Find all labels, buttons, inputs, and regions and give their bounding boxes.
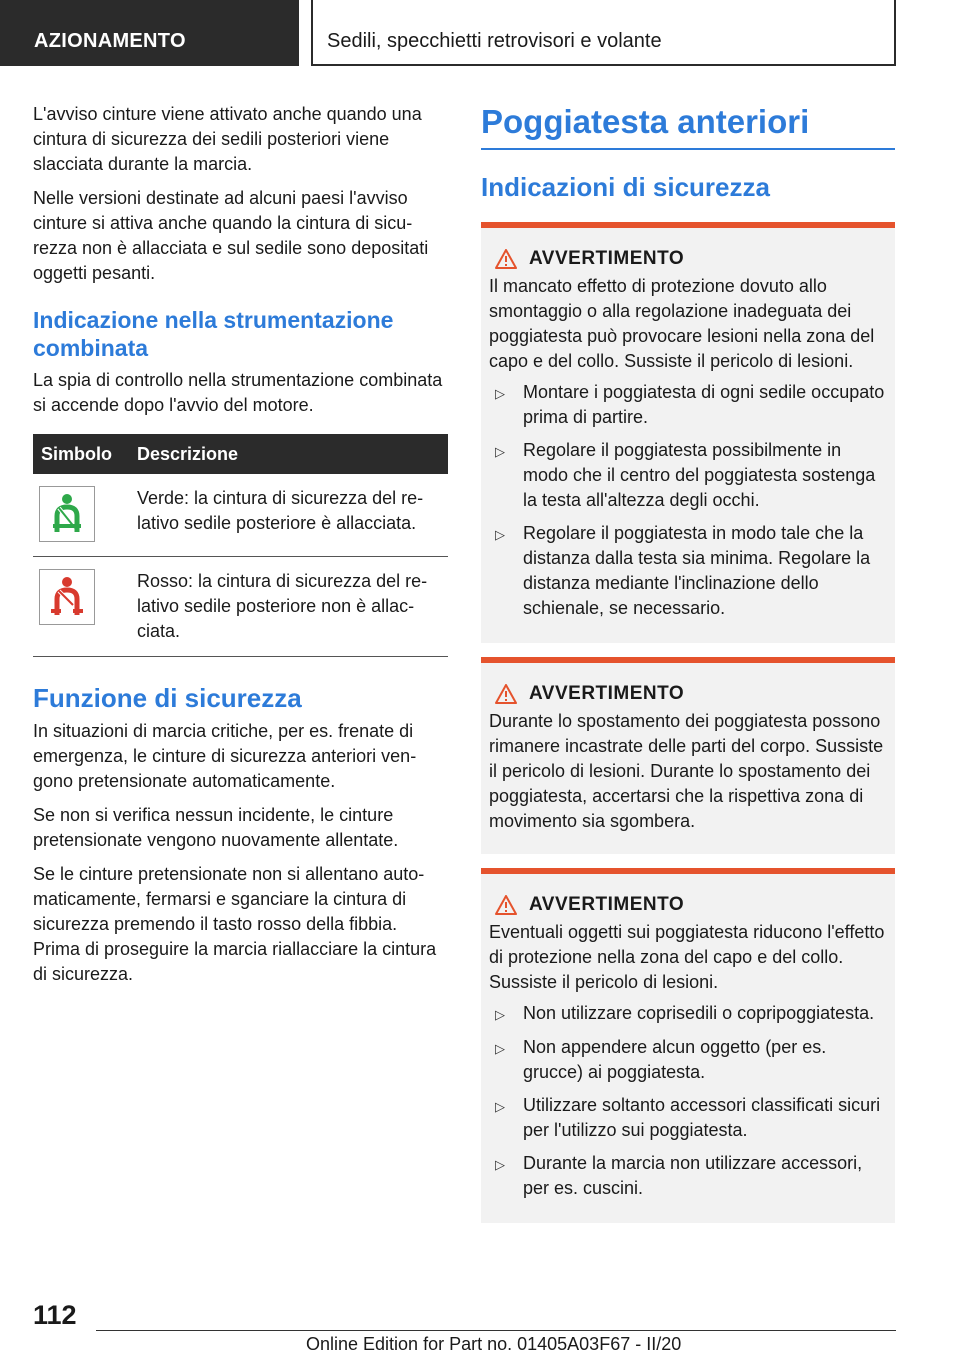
list-item-text: Non appendere alcun oggetto (per es. grucce) ai poggiatesta. (523, 1037, 827, 1082)
table-cell-description: Rosso: la cintura di sicurezza del relativo sedile posteriore non è allacciata. (129, 557, 448, 657)
page-title: Poggiatesta anteriori (481, 103, 810, 140)
list-item (489, 438, 887, 513)
warning-box (481, 657, 895, 854)
seatbelt-fastened-icon (39, 486, 95, 542)
intro-paragraph: L'avviso cinture viene attivato anche quando una cintura di sicurezza dei sedili posteriori viene slacciata durante la marcia. (33, 104, 422, 174)
list-item-text: Durante la marcia non utilizzare accessori, per es. cuscini. (523, 1153, 863, 1198)
bullet-triangle-icon: ▷ (495, 1157, 505, 1172)
table-row (33, 474, 448, 557)
header-section-label: AZIONAMENTO (34, 30, 186, 52)
section-heading: Indicazioni di sicurezza (481, 172, 770, 202)
table-cell-description: Verde: la cintura di sicurezza del relativo sedile posteriore è allacciata. (129, 474, 448, 557)
title-divider (481, 148, 895, 150)
list-item-text: Non utilizzare coprisedili o copripoggiatesta. (523, 1003, 875, 1023)
warning-label: AVVERTIMENTO (529, 894, 685, 915)
list-item (489, 1093, 887, 1143)
header-title-box (311, 0, 896, 66)
table-header-symbol: Simbolo (33, 434, 129, 474)
warning-triangle-icon (495, 895, 517, 915)
section-heading: Funzione di sicurezza (33, 683, 302, 713)
table-row (33, 557, 448, 657)
list-item (489, 380, 887, 430)
section-paragraph: Se le cinture pretensionate non si allentano automaticamente, fermarsi e sganciare la cintura di sicurezza premendo il tasto rosso della fibbia. Prima di proseguire la marcia riallacciare la cintura di sicurezza. (33, 864, 437, 984)
section-paragraph: In situazioni di marcia critiche, per es. frenate di emergenza, le cinture di sicurezza anteriori vengono pretensionate automaticamente. (33, 721, 417, 791)
bullet-triangle-icon: ▷ (495, 527, 505, 542)
list-item-text: Regolare il poggiatesta in modo tale che la distanza dalla testa sia minima. Regolare la distanza mediante l'inclinazione dello schienale, se necessario. (523, 523, 871, 618)
warning-text: Durante lo spostamento dei poggiatesta possono rimanere incastrate delle parti del corpo. Sussiste il pericolo di lesioni. Durante lo spostamento dei poggiatesta, accertarsi che la rispettiva zona di movimento sia sgombera. (489, 711, 884, 831)
bullet-triangle-icon: ▷ (495, 444, 505, 459)
list-item-text: Utilizzare soltanto accessori classificati sicuri per l'utilizzo sui poggiatesta. (523, 1095, 881, 1140)
seatbelt-unfastened-icon (39, 569, 95, 625)
list-item (489, 1001, 887, 1027)
warning-label: AVVERTIMENTO (529, 248, 685, 269)
header-section-tab (0, 0, 299, 66)
warning-triangle-icon (495, 684, 517, 704)
warning-box (481, 222, 895, 643)
bullet-triangle-icon: ▷ (495, 386, 505, 401)
right-column (481, 102, 895, 1237)
warning-triangle-icon (495, 249, 517, 269)
bullet-triangle-icon: ▷ (495, 1041, 505, 1056)
list-item (489, 521, 887, 621)
warning-text: Il mancato effetto di protezione dovuto allo smontaggio o alla regolazione inadeguata dei poggiatesta può provocare lesioni nella zona del capo e del collo. Sussiste il pericolo di lesioni. (489, 276, 875, 371)
list-item-text: Regolare il poggiatesta possibilmente in modo che il centro del poggiatesta sostenga la testa all'altezza degli occhi. (523, 440, 876, 510)
bullet-triangle-icon: ▷ (495, 1099, 505, 1114)
warning-label: AVVERTIMENTO (529, 683, 685, 704)
footer-divider (96, 1330, 896, 1331)
left-column (33, 102, 448, 996)
intro-paragraph: Nelle versioni destinate ad alcuni paesi l'avviso cinture si attiva anche quando la cintura di sicurezza non è allacciata e sul sedile sono depositati oggetti pesanti. (33, 188, 429, 283)
sub-text: La spia di controllo nella strumentazione combinata si accende dopo l'avvio del motore. (33, 370, 443, 415)
warning-text: Eventuali oggetti sui poggiatesta riducono l'effetto di protezione nella zona del capo e del collo. Sussiste il pericolo di lesioni. (489, 922, 885, 992)
bullet-triangle-icon: ▷ (495, 1007, 505, 1022)
table-header-description: Descrizione (129, 434, 448, 474)
sub-heading: Indicazione nella strumentazione combinata (33, 307, 394, 361)
footer-edition: Online Edition for Part no. 01405A03F67 - II/20 (306, 1334, 682, 1354)
list-item (489, 1035, 887, 1085)
list-item-text: Montare i poggiatesta di ogni sedile occupato prima di partire. (523, 382, 885, 427)
header-title: Sedili, specchietti retrovisori e volante (327, 30, 662, 52)
warning-box (481, 868, 895, 1223)
section-paragraph: Se non si verifica nessun incidente, le cinture pretensionate vengono nuovamente allentate. (33, 805, 399, 850)
page-number: 112 (33, 1300, 77, 1330)
symbol-table (33, 434, 448, 657)
list-item (489, 1151, 887, 1201)
